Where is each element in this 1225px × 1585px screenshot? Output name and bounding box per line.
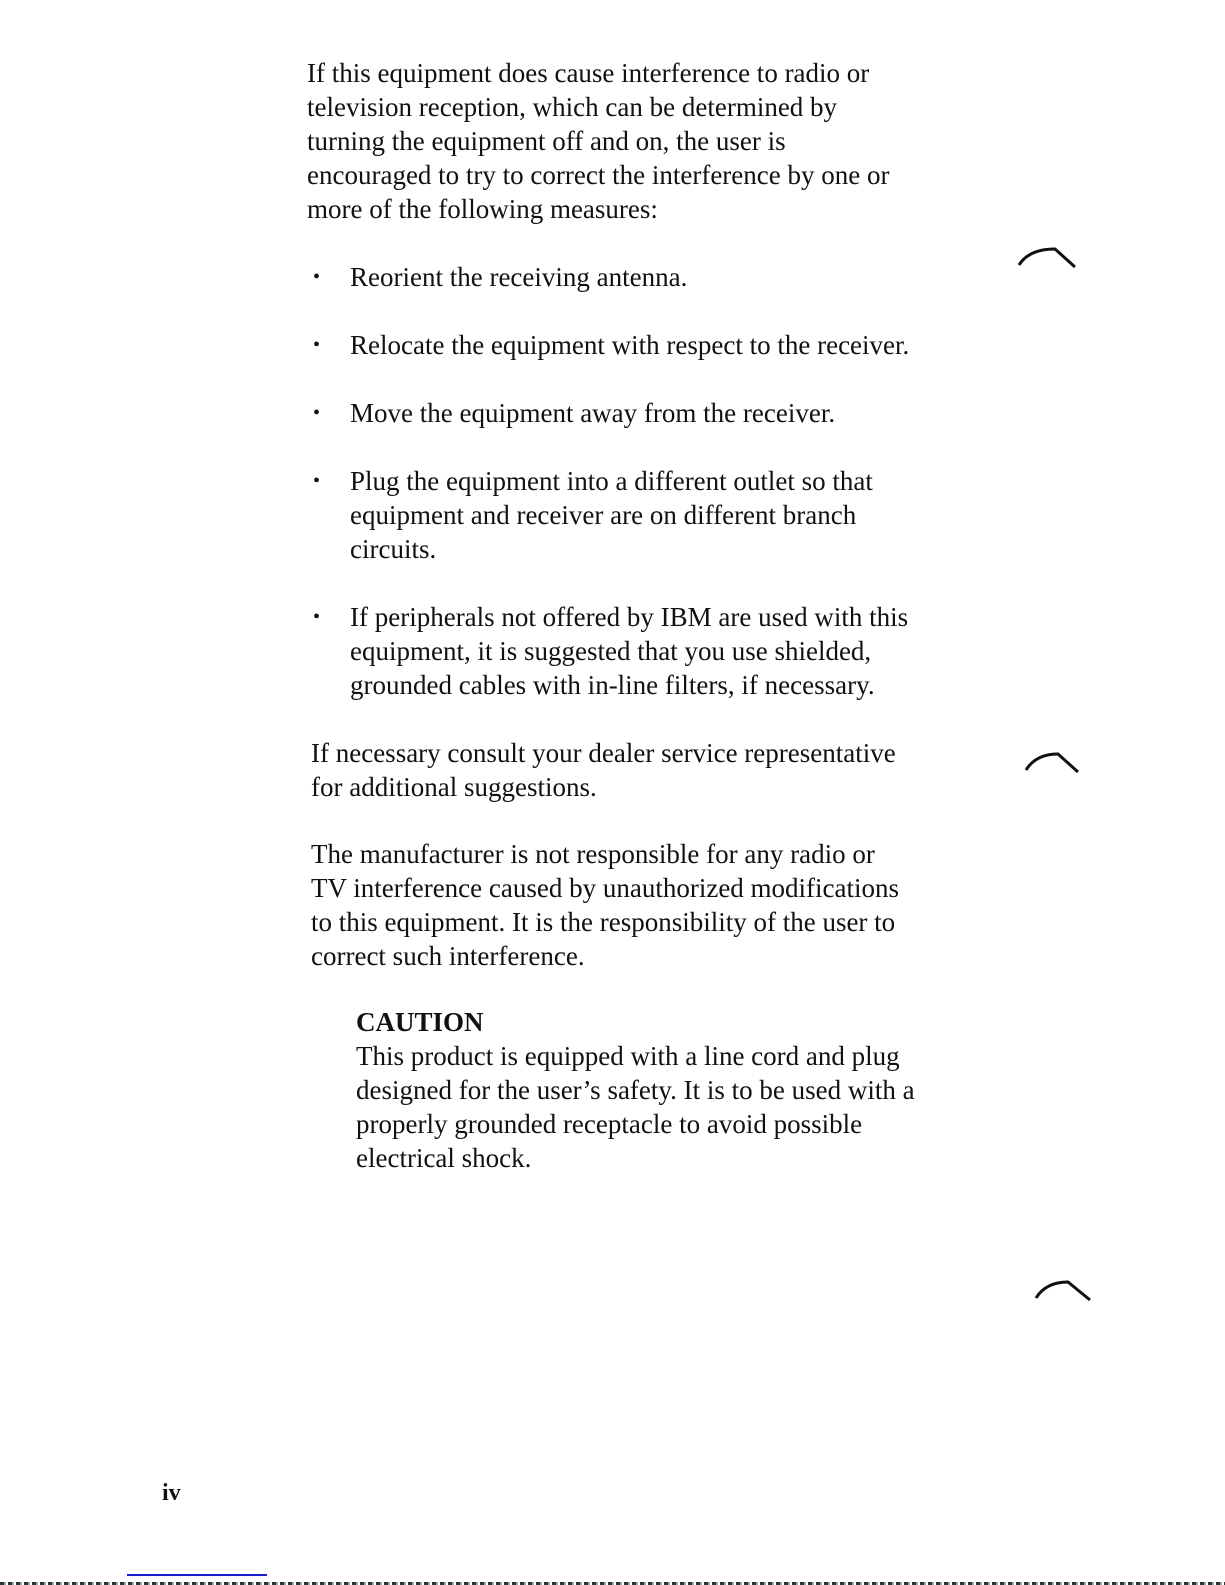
- text-line: to this equipment. It is the responsibility of the user to: [311, 907, 896, 937]
- intro-paragraph: [307, 56, 889, 226]
- text-line: circuits.: [350, 534, 437, 564]
- text-line: The manufacturer is not responsible for any radio or: [311, 839, 875, 869]
- dealer-paragraph: [311, 736, 896, 804]
- bullet-icon: •: [313, 266, 321, 288]
- text-line: correct such interference.: [311, 941, 585, 971]
- text-line: If this equipment does cause interference to radio or: [307, 58, 870, 88]
- caution-notice: [356, 1005, 915, 1175]
- caution-heading: CAUTION: [356, 1007, 484, 1037]
- bullet-icon: •: [313, 470, 321, 492]
- text-line: Move the equipment away from the receiver.: [350, 398, 836, 428]
- page-number: iv: [162, 1480, 181, 1506]
- text-line: electrical shock.: [356, 1143, 532, 1173]
- text-line: television reception, which can be determined by: [307, 92, 838, 122]
- text-line: If peripherals not offered by IBM are used with this: [350, 602, 909, 632]
- bullet-icon: •: [313, 606, 321, 628]
- manufacturer-paragraph: [311, 837, 899, 973]
- text-line: properly grounded receptacle to avoid possible: [356, 1109, 863, 1139]
- text-line: This product is equipped with a line cord and plug: [356, 1041, 900, 1071]
- text-line: more of the following measures:: [307, 194, 658, 224]
- text-line: turning the equipment off and on, the user is: [307, 126, 786, 156]
- scan-artifact-line: [127, 1574, 267, 1576]
- text-line: Relocate the equipment with respect to the receiver.: [350, 330, 910, 360]
- bullet-item: [313, 328, 910, 362]
- bullet-item: [313, 464, 873, 566]
- text-line: encouraged to try to correct the interference by one or: [307, 160, 890, 190]
- binder-hole-arc-icon: [1032, 1278, 1097, 1303]
- text-line: Reorient the receiving antenna.: [350, 262, 688, 292]
- bullet-icon: •: [313, 402, 321, 424]
- binder-hole-arc-icon: [1022, 750, 1087, 775]
- text-line: grounded cables with in-line filters, if necessary.: [350, 670, 875, 700]
- text-line: equipment and receiver are on different branch: [350, 500, 857, 530]
- text-line: designed for the user’s safety. It is to be used with a: [356, 1075, 915, 1105]
- text-line: equipment, it is suggested that you use shielded,: [350, 636, 872, 666]
- bullet-item: [313, 396, 836, 430]
- text-line: Plug the equipment into a different outlet so that: [350, 466, 873, 496]
- bullet-item: [313, 600, 909, 702]
- text-line: If necessary consult your dealer service representative: [311, 738, 896, 768]
- bullet-icon: •: [313, 334, 321, 356]
- bullet-item: [313, 260, 688, 294]
- text-line: for additional suggestions.: [311, 772, 597, 802]
- binder-hole-arc-icon: [1015, 245, 1080, 270]
- text-line: TV interference caused by unauthorized modifications: [311, 873, 900, 903]
